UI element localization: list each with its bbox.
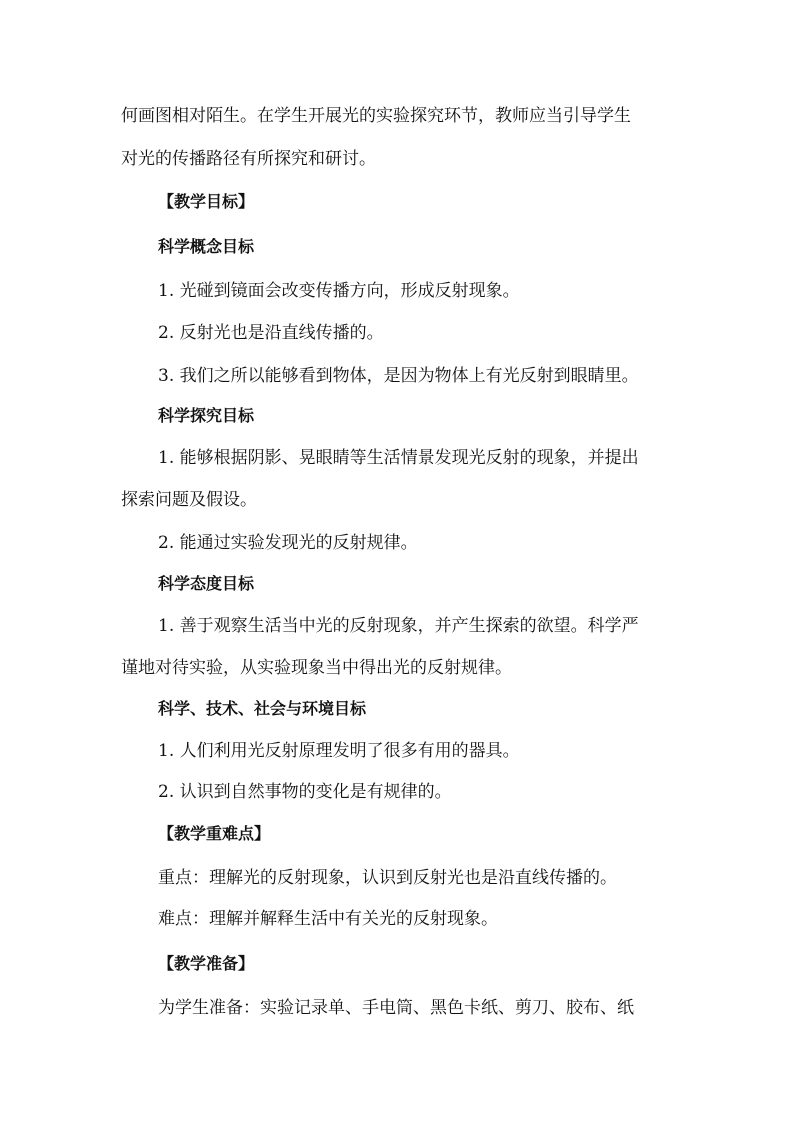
- paragraph-line: 难点：理解并解释生活中有关光的反射现象。: [158, 909, 498, 929]
- list-item: 2. 认识到自然事物的变化是有规律的。: [158, 782, 452, 802]
- list-item: 2. 反射光也是沿直线传播的。: [158, 323, 384, 343]
- list-item: 1. 光碰到镜面会改变传播方向，形成反射现象。: [158, 281, 520, 301]
- list-item: 1. 善于观察生活当中光的反射现象，并产生探索的欲望。科学严: [158, 616, 639, 636]
- subsection-heading: 科学概念目标: [158, 237, 255, 256]
- paragraph-line: 重点：理解光的反射现象，认识到反射光也是沿直线传播的。: [158, 868, 617, 888]
- list-item: 1. 能够根据阴影、晃眼睛等生活情景发现光反射的现象，并提出: [158, 448, 639, 468]
- paragraph-line: 为学生准备：实验记录单、手电筒、黑色卡纸、剪刀、胶布、纸: [158, 998, 634, 1018]
- subsection-heading: 科学态度目标: [158, 574, 255, 593]
- list-item: 3. 我们之所以能够看到物体，是因为物体上有光反射到眼睛里。: [158, 366, 639, 386]
- section-heading: 【教学重难点】: [158, 824, 271, 843]
- paragraph-line: 探索问题及假设。: [121, 490, 257, 510]
- subsection-heading: 科学、技术、社会与环境目标: [158, 699, 367, 718]
- paragraph-line: 谨地对待实验，从实验现象当中得出光的反射规律。: [121, 658, 512, 678]
- subsection-heading: 科学探究目标: [158, 406, 255, 425]
- paragraph-line: 何画图相对陌生。在学生开展光的实验探究环节，教师应当引导学生: [121, 106, 631, 126]
- paragraph-line: 对光的传播路径有所探究和研讨。: [121, 149, 376, 169]
- section-heading: 【教学准备】: [158, 954, 255, 973]
- list-item: 1. 人们利用光反射原理发明了很多有用的器具。: [158, 741, 520, 761]
- list-item: 2. 能通过实验发现光的反射规律。: [158, 533, 418, 553]
- section-heading: 【教学目标】: [158, 192, 255, 211]
